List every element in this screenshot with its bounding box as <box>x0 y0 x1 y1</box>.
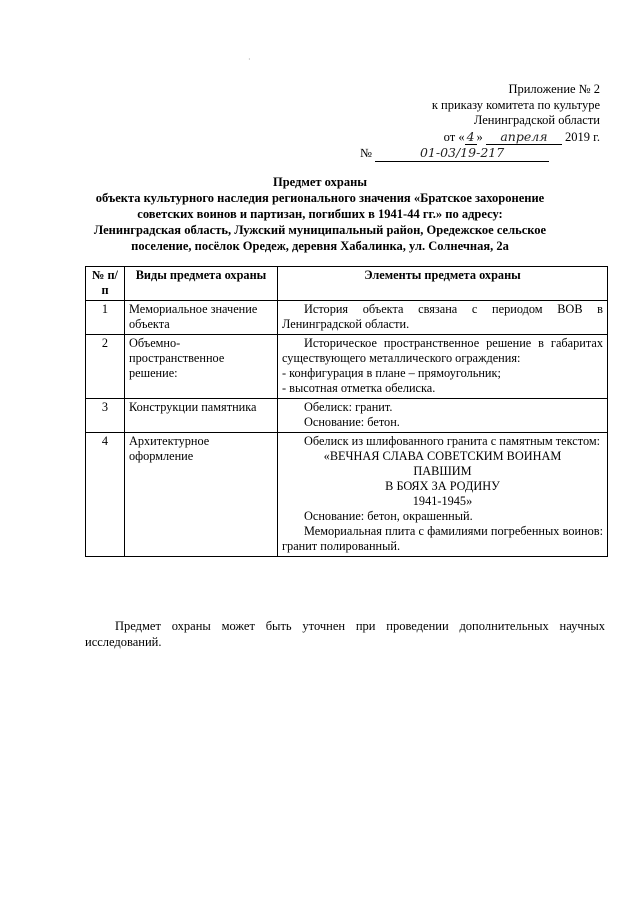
row-elements <box>278 399 608 433</box>
row-kind: Архитектурное оформление <box>125 433 278 557</box>
element-line: Историческое пространственное решение в габаритах существующего металлического ограждения: <box>282 336 603 365</box>
appendix-number: Приложение № 2 <box>508 82 600 96</box>
row-num: 2 <box>86 335 125 399</box>
appendix-number-line <box>360 145 600 162</box>
element-line: Основание: бетон. <box>304 415 400 429</box>
row-num: 3 <box>86 399 125 433</box>
header-kind: Виды предмета охраны <box>125 267 278 301</box>
row-elements <box>278 301 608 335</box>
header-elements: Элементы предмета охраны <box>278 267 608 301</box>
row-num: 4 <box>86 433 125 557</box>
element-line: - высотная отметка обелиска. <box>282 381 436 395</box>
row-elements <box>278 433 608 557</box>
title-line-2: объекта культурного наследия регионального значения «Братское захоронение <box>95 191 545 205</box>
element-line: История объекта связана с периодом ВОВ в Ленинградской области. <box>282 302 603 331</box>
table-row <box>86 433 608 557</box>
table-header-row <box>86 267 608 301</box>
table-row <box>86 399 608 433</box>
element-line: Обелиск: гранит. <box>304 400 393 414</box>
element-line: Мемориальная плита с фамилиями погребенных воинов: гранит полированный. <box>282 524 603 553</box>
date-year: 2019 г. <box>565 129 600 144</box>
table-row <box>86 335 608 399</box>
appendix-region: Ленинградской области <box>473 113 600 127</box>
date-day: 4 <box>466 128 475 144</box>
memorial-text-line: «ВЕЧНАЯ СЛАВА СОВЕТСКИМ ВОИНАМ <box>323 449 562 463</box>
table-row <box>86 301 608 335</box>
memorial-text-line: ПАВШИМ <box>413 464 472 478</box>
title-line-5: поселение, посёлок Оредеж, деревня Хабалинка, ул. Солнечная, 2а <box>131 239 509 253</box>
title-line-1: Предмет охраны <box>272 175 368 189</box>
memorial-text-line: 1941-1945» <box>412 494 473 508</box>
element-line: - конфигурация в плане – прямоугольник; <box>282 366 501 380</box>
document-title <box>60 174 580 254</box>
row-elements <box>278 335 608 399</box>
date-month: апреля <box>486 129 562 146</box>
date-prefix: от « <box>443 129 465 144</box>
header-num: № п/п <box>86 267 125 301</box>
date-mid: » <box>476 129 483 144</box>
scan-mark: · <box>248 55 251 64</box>
footnote-text: Предмет охраны может быть уточнен при проведении дополнительных научных исследований. <box>85 619 605 649</box>
appendix-header <box>360 82 600 162</box>
appendix-date-line <box>360 129 600 146</box>
element-line: Основание: бетон, окрашенный. <box>304 509 473 523</box>
row-num: 1 <box>86 301 125 335</box>
order-number: 01-03/19-217 <box>375 145 549 162</box>
element-line: Обелиск из шлифованного гранита с памятным текстом: <box>304 434 601 448</box>
row-kind: Мемориальное значение объекта <box>125 301 278 335</box>
protection-table <box>85 266 608 557</box>
memorial-text-line: В БОЯХ ЗА РОДИНУ <box>385 479 500 493</box>
title-line-3: советских воинов и партизан, погибших в 1941-44 гг.» по адресу: <box>137 207 503 221</box>
appendix-order-of: к приказу комитета по культуре <box>431 97 600 112</box>
title-line-4: Ленинградская область, Лужский муниципальный район, Оредежское сельское <box>93 223 547 237</box>
number-prefix: № <box>360 146 372 160</box>
row-kind: Объемно-пространственное решение: <box>125 335 278 399</box>
row-kind: Конструкции памятника <box>125 399 278 433</box>
